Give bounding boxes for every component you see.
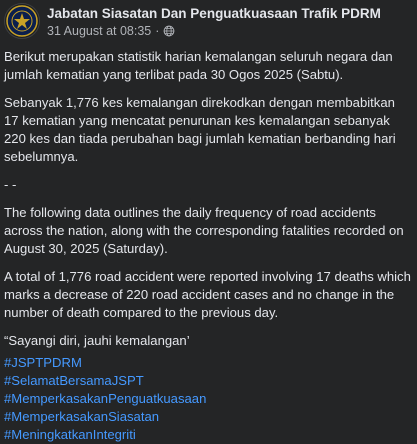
post-body (4, 48, 412, 444)
paragraph-slogan: “Sayangi diri, jauhi kemalangan’ (4, 333, 190, 348)
hashtag-link[interactable]: #JSPTPDRM (4, 355, 82, 370)
page-name-link[interactable]: Jabatan Siasatan Dan Penguatkuasaan Trafik PDRM (47, 6, 381, 21)
hashtag-link[interactable]: #SelamatBersamaJSPT (4, 373, 144, 388)
paragraph-intro-english: The following data outlines the daily frequency of road accidents across the nation, along with the corresponding fatalities recorded on August 30, 2025 (Saturday). (4, 205, 404, 256)
post-time-row (47, 23, 381, 39)
separator-dot: · (155, 24, 160, 38)
hashtag-link[interactable]: #MemperkasakanSiasatan (4, 409, 160, 424)
paragraph-divider: - - (4, 177, 17, 192)
post-meta (47, 3, 381, 39)
post-header (4, 3, 409, 43)
paragraph-intro-malay: Berikut merupakan statistik harian kemalangan seluruh negara dan jumlah kematian yang terlibat pada 30 Ogos 2025 (Sabtu). (4, 49, 393, 82)
hashtag-link[interactable]: #MemperkasakanPenguatkuasaan (4, 391, 207, 406)
globe-icon[interactable] (163, 25, 175, 37)
paragraph-stats-malay: Sebanyak 1,776 kes kemalangan direkodkan dengan membabitkan 17 kematian yang mencatat penurunan kes kemalangan sebanyak 220 kes dan tiada perubahan bagi jumlah kematian berbanding hari sebelumnya. (4, 95, 396, 164)
post-timestamp[interactable]: 31 August at 08:35 (47, 24, 152, 38)
page-avatar[interactable] (4, 3, 40, 39)
hashtag-link[interactable]: #MeningkatkanIntegriti (4, 427, 136, 442)
paragraph-stats-english: A total of 1,776 road accident were reported involving 17 deaths which marks a decrease of 220 road accident cases and no change in the number of death compared to the previous day. (4, 269, 411, 320)
pdrm-logo-icon (6, 5, 38, 37)
